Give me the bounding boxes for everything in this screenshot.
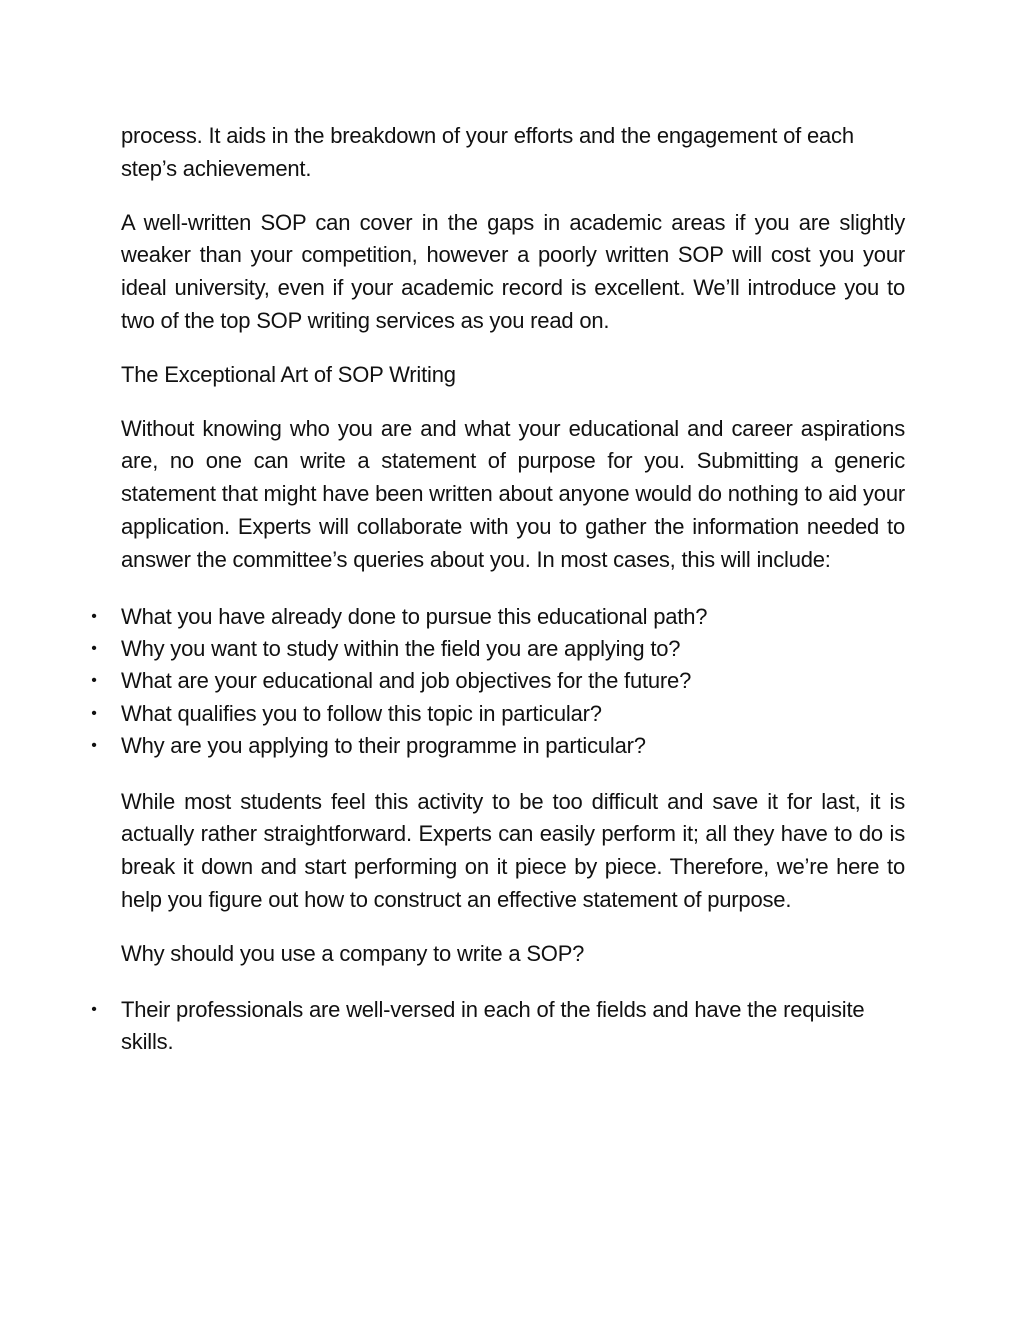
- document-page: [91, 120, 905, 1058]
- list-item: [91, 601, 905, 633]
- list-item-text: Why are you applying to their programme in particular?: [121, 733, 646, 759]
- why-company-heading: Why should you use a company to write a SOP?: [121, 940, 585, 966]
- sop-gaps-paragraph: A well-written SOP can cover in the gaps in academic areas if you are slightly weaker than your competition, however a poorly written SOP will cost you your ideal university, even if your academic record is excellent. We’ll introduce you to two of the top SOP writing services as you read on.: [121, 209, 905, 333]
- list-item-text: What are your educational and job objectives for the future?: [121, 668, 692, 694]
- questions-list: [91, 601, 905, 763]
- list-item-text: What qualifies you to follow this topic in particular?: [121, 700, 602, 726]
- list-item-text: Why you want to study within the field you are applying to?: [121, 635, 681, 661]
- list-item-text: What you have already done to pursue this educational path?: [121, 603, 708, 629]
- list-item: [91, 698, 905, 730]
- spacer: [121, 338, 905, 359]
- bullet-icon: •: [91, 1000, 97, 1018]
- spacer: [121, 186, 905, 207]
- bullet-icon: •: [91, 672, 97, 690]
- spacer: [121, 917, 905, 938]
- list-item: [91, 633, 905, 665]
- list-item-text: Their professionals are well-versed in each of the fields and have the requisite skills.: [121, 996, 865, 1054]
- without-knowing-paragraph: Without knowing who you are and what your educational and career aspirations are, no one can write a statement of purpose for you. Submitting a generic statement that might have been written about anyone would do nothing to aid your application. Experts will collaborate with you to gather the information needed to answer the committee’s queries about you. In most cases, this will include:: [121, 415, 905, 572]
- spacer: [121, 577, 905, 601]
- while-most-paragraph: While most students feel this activity to be too difficult and save it for last, it is actually rather straightforward. Experts can easily perform it; all they have to do is break it down and start performing on it piece by piece. Therefore, we’re here to help you figure out how to construct an effective statement of purpose.: [121, 788, 905, 912]
- bullet-icon: •: [91, 607, 97, 625]
- bullet-icon: •: [91, 737, 97, 755]
- list-item: [91, 730, 905, 762]
- bullet-icon: •: [91, 639, 97, 657]
- exceptional-art-heading: The Exceptional Art of SOP Writing: [121, 361, 456, 387]
- list-item: [91, 665, 905, 697]
- intro-paragraph: process. It aids in the breakdown of your efforts and the engagement of each step’s achievement.: [121, 123, 854, 181]
- list-item: [91, 994, 905, 1059]
- spacer: [121, 763, 905, 786]
- bullet-icon: •: [91, 704, 97, 722]
- spacer: [121, 971, 905, 994]
- reasons-list: [91, 994, 905, 1059]
- spacer: [121, 392, 905, 413]
